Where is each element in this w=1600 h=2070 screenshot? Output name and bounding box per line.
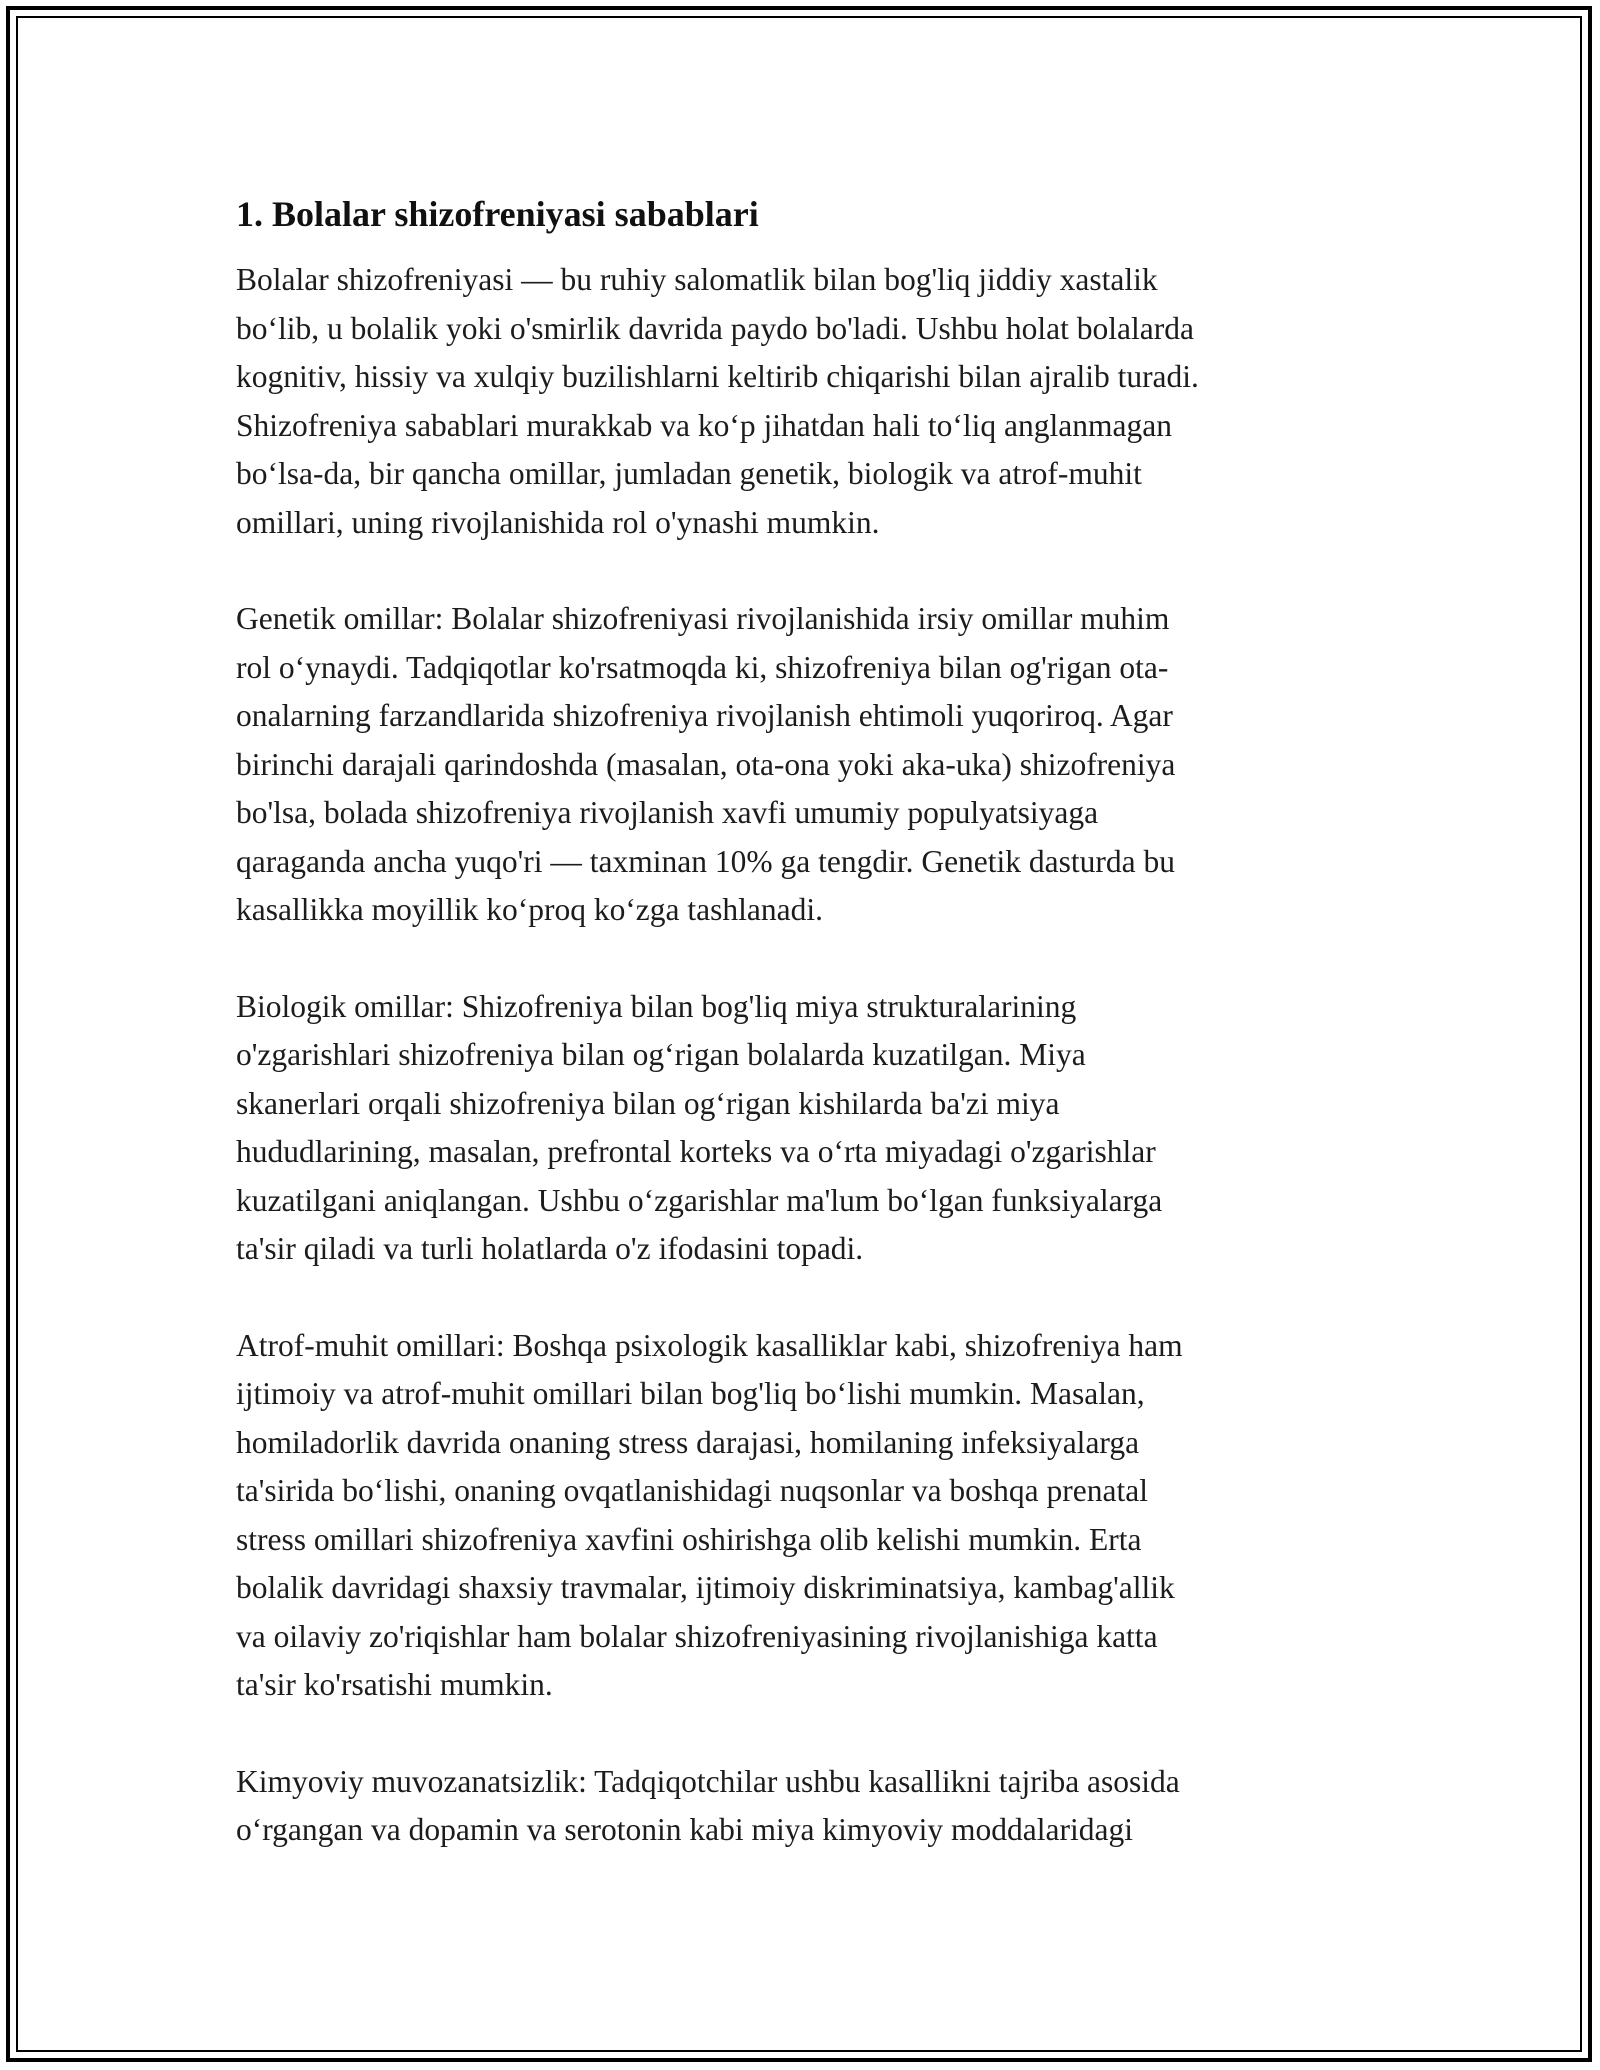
text-line: o'zgarishlari shizofreniya bilan ogʻrigan bolalarda kuzatilgan. Miya	[236, 1037, 1086, 1072]
text-line: kasallikka moyillik koʻproq koʻzga tashlanadi.	[236, 892, 823, 927]
text-line: stress omillari shizofreniya xavfini oshirishga olib kelishi mumkin. Erta	[236, 1521, 1142, 1557]
text-line: bo'lsa, bolada shizofreniya rivojlanish xavfi umumiy populyatsiyaga	[236, 795, 1099, 830]
paragraph-chemical-imbalance	[236, 1758, 1376, 1855]
text-line: Biologik omillar: Shizofreniya bilan bog'liq miya strukturalarining	[236, 988, 1077, 1024]
text-line: kognitiv, hissiy va xulqiy buzilishlarni keltirib chiqarishi bilan ajralib turadi.	[236, 359, 1199, 394]
paragraph-genetic-factors	[236, 595, 1376, 935]
text-line: ta'sir qiladi va turli holatlarda o'z ifodasini topadi.	[236, 1231, 864, 1266]
text-line: boʻlsa-da, bir qancha omillar, jumladan genetik, biologik va atrof-muhit	[236, 456, 1142, 491]
paragraph-biological-factors	[236, 983, 1376, 1274]
text-line: Atrof-muhit omillari: Boshqa psixologik kasalliklar kabi, shizofreniya ham	[236, 1327, 1183, 1363]
text-line: Shizofreniya sabablari murakkab va koʻp jihatdan hali toʻliq anglanmagan	[236, 407, 1172, 443]
text-line: oʻrgangan va dopamin va serotonin kabi miya kimyoviy moddalaridagi	[236, 1812, 1133, 1847]
text-line: rol oʻynaydi. Tadqiqotlar ko'rsatmoqda ki, shizofreniya bilan og'rigan ota-	[236, 649, 1169, 685]
text-line: onalarning farzandlarida shizofreniya rivojlanish ehtimoli yuqoriroq. Agar	[236, 698, 1173, 733]
text-line: va oilaviy zo'riqishlar ham bolalar shizofreniyasining rivojlanishiga katta	[236, 1618, 1158, 1654]
text-line: ijtimoiy va atrof-muhit omillari bilan bog'liq boʻlishi mumkin. Masalan,	[236, 1376, 1145, 1411]
text-line: ta'sir ko'rsatishi mumkin.	[236, 1667, 553, 1702]
text-line: birinchi darajali qarindoshda (masalan, ota-ona yoki aka-uka) shizofreniya	[236, 746, 1176, 782]
paragraph-intro	[236, 256, 1376, 547]
text-line: ta'sirida boʻlishi, onaning ovqatlanishidagi nuqsonlar va boshqa prenatal	[236, 1473, 1148, 1508]
text-line: bolalik davridagi shaxsiy travmalar, ijtimoiy diskriminatsiya, kambag'allik	[236, 1570, 1175, 1605]
section-heading: 1. Bolalar shizofreniyasi sabablari	[236, 194, 759, 234]
text-line: omillari, uning rivojlanishida rol o'ynashi mumkin.	[236, 504, 880, 540]
text-line: Bolalar shizofreniyasi — bu ruhiy salomatlik bilan bog'liq jiddiy xastalik	[236, 262, 1158, 297]
paragraph-environmental-factors	[236, 1322, 1376, 1710]
document-body	[236, 188, 1376, 1903]
text-line: kuzatilgani aniqlangan. Ushbu oʻzgarishlar ma'lum boʻlgan funksiyalarga	[236, 1182, 1163, 1218]
text-line: hududlarining, masalan, prefrontal korteks va oʻrta miyadagi o'zgarishlar	[236, 1134, 1156, 1169]
text-line: skanerlari orqali shizofreniya bilan ogʻrigan kishilarda ba'zi miya	[236, 1085, 1060, 1121]
text-line: Genetik omillar: Bolalar shizofreniyasi rivojlanishida irsiy omillar muhim	[236, 601, 1170, 636]
text-line: qaraganda ancha yuqo'ri — taxminan 10% ga tengdir. Genetik dasturda bu	[236, 843, 1176, 879]
text-line: Kimyoviy muvozanatsizlik: Tadqiqotchilar ushbu kasallikni tajriba asosida	[236, 1763, 1180, 1799]
text-line: homiladorlik davrida onaning stress darajasi, homilaning infeksiyalarga	[236, 1424, 1140, 1460]
text-line: boʻlib, u bolalik yoki o'smirlik davrida paydo bo'ladi. Ushbu holat bolalarda	[236, 310, 1194, 346]
